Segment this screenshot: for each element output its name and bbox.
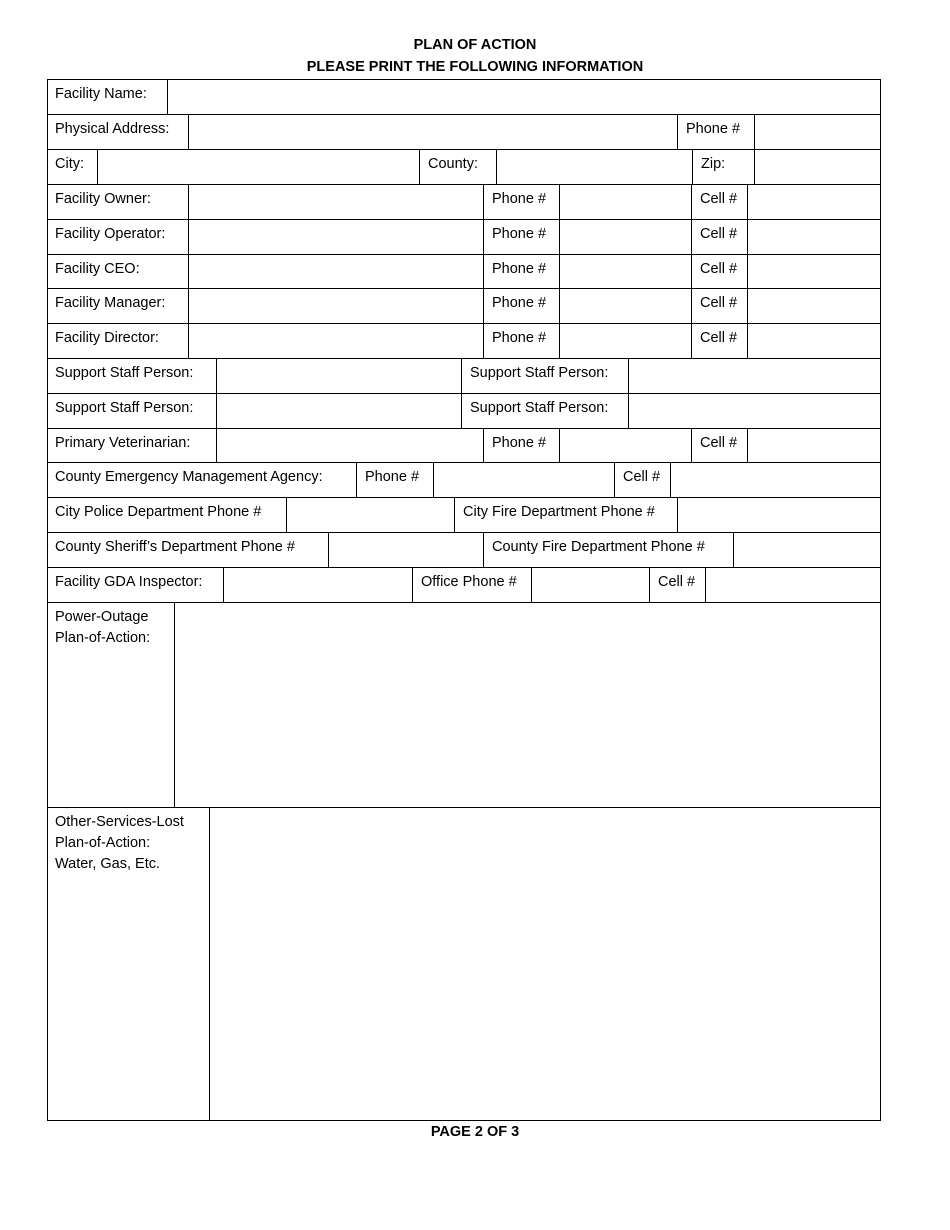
office-phone-label: Office Phone # — [412, 568, 531, 602]
inspector-cell-label: Cell # — [649, 568, 705, 602]
facility-director-label: Facility Director: — [55, 330, 159, 346]
facility-ceo-label: Facility CEO: — [55, 261, 140, 277]
facility-director-field[interactable] — [188, 324, 483, 358]
row-county-ema — [47, 463, 881, 498]
operator-cell-field[interactable] — [747, 220, 881, 254]
row-facility-operator — [47, 220, 881, 255]
director-phone-field[interactable] — [559, 324, 691, 358]
vet-phone-field[interactable] — [559, 429, 691, 462]
owner-phone-label: Phone # — [483, 185, 559, 219]
county-fire-phone-label: County Fire Department Phone # — [483, 533, 733, 567]
ema-cell-field[interactable] — [670, 463, 881, 497]
address-phone-field[interactable] — [754, 115, 881, 149]
row-facility-manager — [47, 289, 881, 324]
facility-ceo-field[interactable] — [188, 255, 483, 288]
primary-veterinarian-field[interactable] — [216, 429, 483, 462]
row-facility-name — [47, 80, 881, 115]
ema-phone-field[interactable] — [433, 463, 614, 497]
facility-operator-field[interactable] — [188, 220, 483, 254]
row-county-sheriff-fire — [47, 533, 881, 568]
operator-phone-field[interactable] — [559, 220, 691, 254]
office-phone-field[interactable] — [531, 568, 649, 602]
vet-cell-field[interactable] — [747, 429, 881, 462]
county-field[interactable] — [496, 150, 692, 184]
inspector-cell-field[interactable] — [705, 568, 881, 602]
ceo-phone-label: Phone # — [483, 255, 559, 288]
support-staff-label-a: Support Staff Person: — [55, 365, 194, 381]
county-fire-phone-field[interactable] — [733, 533, 881, 567]
other-services-label-line-3: Water, Gas, Etc. — [55, 856, 161, 872]
county-ema-label: County Emergency Management Agency: — [55, 469, 323, 485]
ema-cell-label: Cell # — [614, 463, 670, 497]
support-staff-field-c[interactable] — [216, 394, 461, 428]
vet-cell-label: Cell # — [691, 429, 747, 462]
operator-phone-label: Phone # — [483, 220, 559, 254]
support-staff-field-d[interactable] — [628, 394, 881, 428]
primary-veterinarian-label: Primary Veterinarian: — [55, 435, 191, 451]
facility-owner-label: Facility Owner: — [55, 191, 151, 207]
facility-owner-field[interactable] — [188, 185, 483, 219]
facility-manager-field[interactable] — [188, 289, 483, 323]
power-outage-label-line-2: Plan-of-Action: — [55, 630, 151, 646]
power-outage-label-line-1: Power-Outage — [55, 609, 149, 625]
row-gda-inspector — [47, 568, 881, 603]
row-primary-veterinarian — [47, 429, 881, 463]
director-cell-label: Cell # — [691, 324, 747, 358]
row-power-outage — [47, 603, 881, 808]
zip-label: Zip: — [692, 150, 754, 184]
other-services-label-line-1: Other-Services-Lost — [55, 814, 184, 830]
city-field[interactable] — [97, 150, 419, 184]
county-sheriff-phone-label: County Sheriff’s Department Phone # — [55, 539, 295, 555]
row-city-police-fire — [47, 498, 881, 533]
form-subtitle: PLEASE PRINT THE FOLLOWING INFORMATION — [306, 59, 644, 75]
city-fire-phone-label: City Fire Department Phone # — [454, 498, 677, 532]
city-fire-phone-field[interactable] — [677, 498, 881, 532]
facility-name-label: Facility Name: — [55, 86, 147, 102]
support-staff-field-a[interactable] — [216, 359, 461, 393]
facility-name-field[interactable] — [167, 80, 881, 114]
gda-inspector-label: Facility GDA Inspector: — [55, 574, 203, 590]
form-title: PLAN OF ACTION — [413, 37, 537, 53]
facility-manager-label: Facility Manager: — [55, 295, 166, 311]
director-phone-label: Phone # — [483, 324, 559, 358]
ceo-cell-label: Cell # — [691, 255, 747, 288]
facility-operator-label: Facility Operator: — [55, 226, 166, 242]
physical-address-field[interactable] — [188, 115, 677, 149]
owner-cell-label: Cell # — [691, 185, 747, 219]
manager-phone-label: Phone # — [483, 289, 559, 323]
operator-cell-label: Cell # — [691, 220, 747, 254]
physical-address-label: Physical Address: — [55, 121, 170, 137]
support-staff-label-b: Support Staff Person: — [461, 359, 628, 393]
gda-inspector-field[interactable] — [223, 568, 412, 602]
director-cell-field[interactable] — [747, 324, 881, 358]
plan-of-action-form — [47, 79, 881, 1121]
city-police-phone-field[interactable] — [286, 498, 454, 532]
row-physical-address — [47, 115, 881, 150]
power-outage-plan-field[interactable] — [174, 603, 881, 807]
row-support-staff-2 — [47, 394, 881, 429]
row-facility-ceo — [47, 255, 881, 289]
row-facility-owner — [47, 185, 881, 220]
row-support-staff-1 — [47, 359, 881, 394]
manager-phone-field[interactable] — [559, 289, 691, 323]
row-other-services — [47, 808, 881, 1120]
ceo-phone-field[interactable] — [559, 255, 691, 288]
other-services-plan-field[interactable] — [209, 808, 881, 1120]
manager-cell-field[interactable] — [747, 289, 881, 323]
manager-cell-label: Cell # — [691, 289, 747, 323]
other-services-label-line-2: Plan-of-Action: — [55, 835, 151, 851]
support-staff-label-d: Support Staff Person: — [461, 394, 628, 428]
city-label: City: — [55, 156, 84, 172]
power-outage-label — [47, 603, 150, 807]
county-label: County: — [419, 150, 496, 184]
support-staff-field-b[interactable] — [628, 359, 881, 393]
support-staff-label-c: Support Staff Person: — [55, 400, 194, 416]
owner-cell-field[interactable] — [747, 185, 881, 219]
row-facility-director — [47, 324, 881, 359]
row-city-county-zip — [47, 150, 881, 185]
county-sheriff-phone-field[interactable] — [328, 533, 483, 567]
other-services-label — [47, 808, 184, 1120]
ema-phone-label: Phone # — [356, 463, 433, 497]
page-number: PAGE 2 OF 3 — [430, 1124, 520, 1140]
vet-phone-label: Phone # — [483, 429, 559, 462]
zip-field[interactable] — [754, 150, 881, 184]
owner-phone-field[interactable] — [559, 185, 691, 219]
city-police-phone-label: City Police Department Phone # — [55, 504, 262, 520]
address-phone-label: Phone # — [677, 115, 754, 149]
ceo-cell-field[interactable] — [747, 255, 881, 288]
